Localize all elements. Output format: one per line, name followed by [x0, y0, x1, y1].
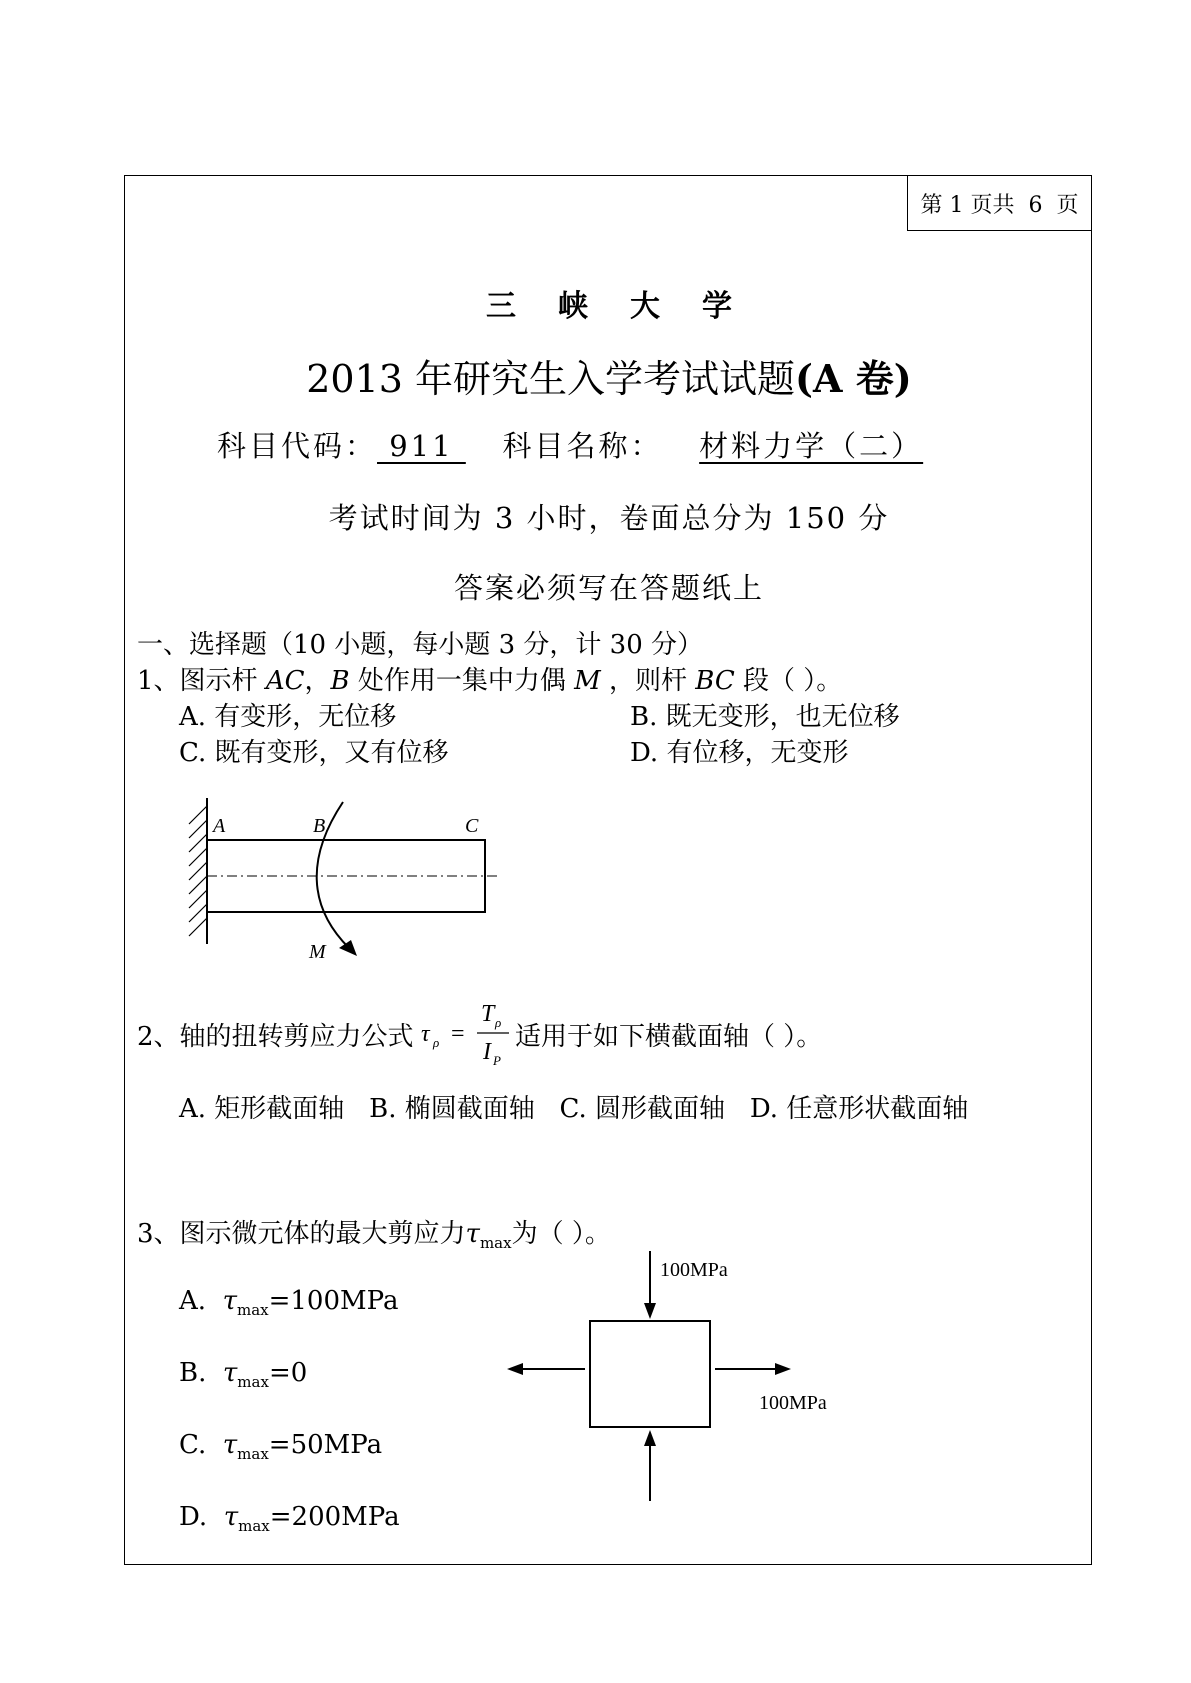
question-2-stem-post: 适用于如下横截面轴（ ）。 [515, 1022, 823, 1052]
beam-label-a: A [213, 815, 226, 837]
left-arrowhead [507, 1363, 523, 1375]
q3-option-c-letter: C. [179, 1430, 207, 1460]
exam-paper-label: (A 卷) [795, 356, 912, 401]
q3-option-a-sub: max [236, 1301, 269, 1319]
exam-time: 考试时间为 3 小时，卷面总分为 150 分 [328, 501, 890, 535]
q2-tau: τ [421, 1021, 430, 1047]
q3-option-c [179, 1430, 382, 1463]
top-arrowhead [644, 1303, 656, 1319]
q3-option-b-sub: max [237, 1373, 269, 1391]
q3-tau: τ [465, 1219, 480, 1249]
q3-tau-sub: max [479, 1234, 512, 1252]
q3-option-a-tau: τ [222, 1286, 237, 1316]
q1-var-b: B [330, 666, 350, 696]
moment-label-m: M [309, 941, 326, 963]
q3-option-a-value: =100MPa [268, 1286, 399, 1316]
answer-note: 答案必须写在答题纸上 [453, 571, 764, 605]
q1-option-d: D. 有位移，无变形 [630, 738, 849, 768]
question-3-stem [137, 1213, 611, 1252]
q1-option-c: C. 既有变形，又有位移 [179, 738, 449, 768]
subject-code-label: 科目代码： [217, 429, 378, 463]
q2-option-b: B. 椭圆截面轴 [369, 1094, 535, 1124]
q3-option-a-letter: A. [179, 1286, 207, 1316]
q1-text-post: 段（ ）。 [734, 666, 843, 696]
page-indicator: 第 1 页共 6 页 [907, 175, 1092, 231]
bottom-arrowhead [644, 1430, 656, 1446]
q1-var-ac: AC [265, 666, 305, 696]
exam-page-frame [124, 175, 1092, 1565]
q3-option-b-tau: τ [222, 1358, 238, 1388]
q3-option-d-tau: τ [223, 1502, 239, 1532]
q2-denominator-sub: P [493, 1053, 501, 1068]
q3-option-d-sub: max [238, 1517, 270, 1535]
q2-options [179, 1088, 968, 1125]
q1-text-mid: 处作用一集中力偶 [349, 666, 575, 696]
q2-numerator: T [481, 1001, 495, 1027]
q2-equals: = [451, 1021, 465, 1047]
q3-option-b-value: =0 [268, 1358, 308, 1388]
q3-option-c-tau: τ [222, 1430, 238, 1460]
q2-formula [421, 1001, 509, 1068]
q3-option-c-value: =50MPa [268, 1430, 383, 1460]
q1-var-bc: BC [695, 666, 735, 696]
q1-option-b: B. 既无变形，也无位移 [630, 702, 900, 732]
q3-text-post: 为（ ）。 [511, 1219, 611, 1249]
q1-text-mid2: ，则杆 [600, 666, 696, 696]
section-heading: 一、选择题（10 小题，每小题 3 分，计 30 分） [137, 630, 704, 660]
subject-name-value: 材料力学（二） [699, 429, 924, 463]
beam-label-b: B [313, 815, 326, 837]
q1-var-m: M [574, 666, 601, 696]
beam-label-c: C [465, 815, 479, 837]
q3-label-right: 100MPa [759, 1392, 827, 1414]
question-2-stem-pre: 2、轴的扭转剪应力公式 [137, 1022, 414, 1052]
moment-arrowhead [339, 940, 357, 956]
q3-option-b-letter: B. [179, 1358, 207, 1388]
q2-option-d: D. 任意形状截面轴 [749, 1094, 969, 1124]
q3-text-pre: 3、图示微元体的最大剪应力 [137, 1219, 466, 1249]
subject-name-label: 科目名称： [502, 429, 663, 463]
q2-option-c: C. 圆形截面轴 [559, 1094, 726, 1124]
q1-text-comma: ， [304, 666, 331, 696]
q3-option-d-letter: D. [179, 1502, 208, 1532]
wall-hatching [189, 806, 207, 936]
q1-text-pre: 1、图示杆 [137, 666, 266, 696]
q3-label-top: 100MPa [660, 1259, 728, 1281]
q3-option-c-sub: max [237, 1445, 269, 1463]
subject-code-value: 911 [377, 429, 466, 463]
q3-option-d-value: =200MPa [269, 1502, 400, 1532]
q1-option-a: A. 有变形，无位移 [179, 702, 397, 732]
q2-numerator-sub: ρ [495, 1015, 502, 1030]
q3-element-figure [515, 1251, 783, 1501]
q3-option-a [179, 1286, 398, 1319]
q2-tau-sub: ρ [433, 1035, 440, 1050]
q2-denominator: I [483, 1039, 491, 1065]
right-arrowhead [775, 1363, 791, 1375]
stress-element-square [590, 1321, 710, 1427]
q3-option-d [179, 1502, 400, 1535]
exam-title-prefix: 2013 年研究生入学考试试题 [306, 357, 796, 401]
q2-option-a: A. 矩形截面轴 [179, 1094, 345, 1124]
university-name: 三峡大学 [486, 289, 774, 324]
q3-option-b [179, 1358, 307, 1391]
